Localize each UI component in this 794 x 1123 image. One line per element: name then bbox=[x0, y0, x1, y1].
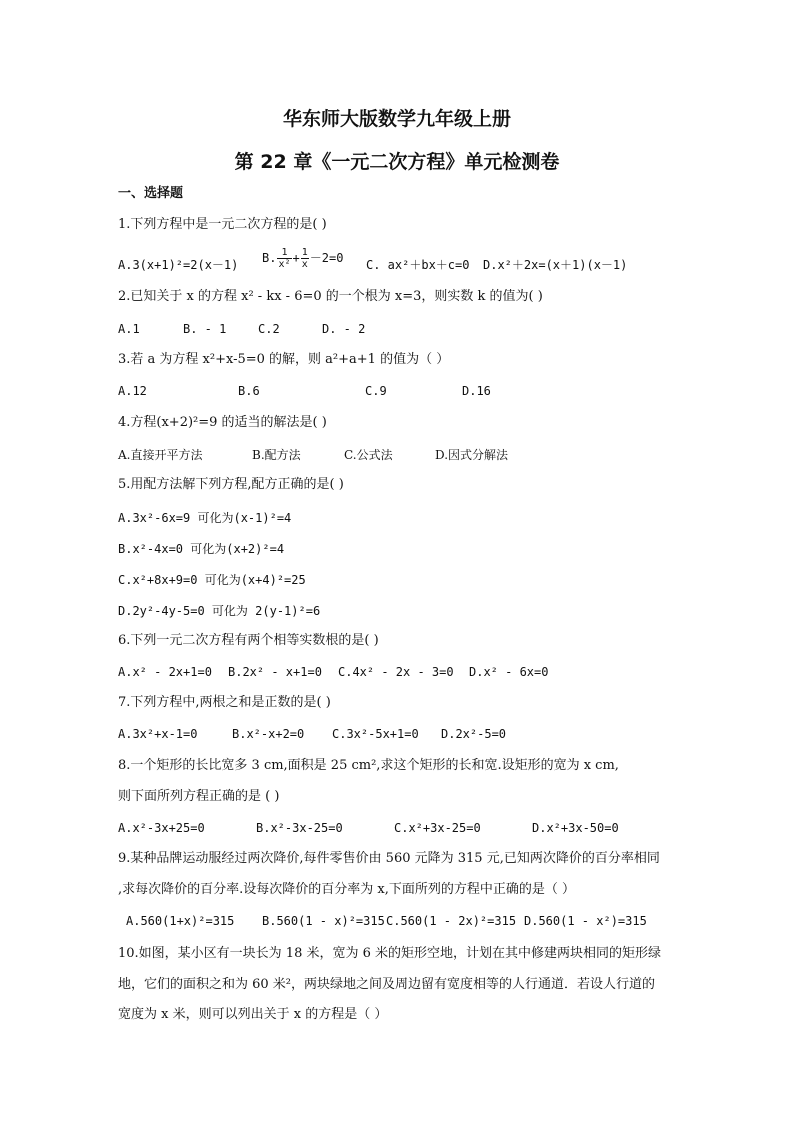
question-2-option-b: B. - 1 bbox=[183, 322, 227, 336]
question-8-option-b: B.x²-3x-25=0 bbox=[256, 821, 343, 835]
question-1-option-d: D.x²＋2x=(x＋1)(x－1) bbox=[483, 258, 628, 272]
question-3-option-b: B.6 bbox=[238, 384, 260, 398]
fraction-1-numerator: 1 bbox=[277, 247, 291, 259]
question-4-option-a: A.直接开平方法 bbox=[118, 448, 203, 462]
question-6-option-c: C.4x² - 2x - 3=0 bbox=[338, 665, 454, 679]
question-8-option-d: D.x²+3x-50=0 bbox=[532, 821, 619, 835]
question-1-option-b-plus: + bbox=[292, 251, 300, 265]
question-6-option-a: A.x² - 2x+1=0 bbox=[118, 665, 212, 679]
question-10-line-1: 10.如图，某小区有一块长为 18 米，宽为 6 米的矩形空地，计划在其中修建两块相同的矩形绿 bbox=[118, 946, 662, 961]
question-10-line-2: 地，它们的面积之和为 60 米²，两块绿地之间及周边留有宽度相等的人行通道．若设人行道的 bbox=[118, 977, 656, 992]
fraction-1 bbox=[277, 247, 291, 270]
question-3-option-d: D.16 bbox=[462, 384, 491, 398]
question-6-stem: 6.下列一元二次方程有两个相等实数根的是( ) bbox=[118, 633, 379, 648]
question-8-stem-line-1: 8.一个矩形的长比宽多 3 cm,面积是 25 cm²,求这个矩形的长和宽.设矩形的宽为 x cm, bbox=[118, 758, 619, 773]
question-9-stem-line-1: 9.某种品牌运动服经过两次降价,每件零售价由 560 元降为 315 元,已知两次降价的百分率相同 bbox=[118, 851, 660, 866]
question-8-stem-line-2: 则下面所列方程正确的是 ( ) bbox=[118, 789, 280, 804]
question-5-option-b: B.x²-4x=0 可化为(x+2)²=4 bbox=[118, 542, 285, 556]
fraction-2-numerator: 1 bbox=[301, 247, 308, 258]
question-3-option-c: C.9 bbox=[365, 384, 387, 398]
question-8-option-a: A.x²-3x+25=0 bbox=[118, 821, 205, 835]
fraction-2-denominator: x bbox=[301, 259, 308, 270]
question-6-option-d: D.x² - 6x=0 bbox=[469, 665, 549, 679]
question-4-option-d: D.因式分解法 bbox=[435, 448, 509, 462]
question-5-option-d: D.2y²-4y-5=0 可化为 2(y-1)²=6 bbox=[118, 604, 321, 618]
question-1-stem: 1.下列方程中是一元二次方程的是( ) bbox=[118, 217, 327, 232]
question-1-option-b-suffix: －2=0 bbox=[309, 251, 344, 265]
question-7-option-d: D.2x²-5=0 bbox=[441, 727, 507, 741]
question-7-option-b: B.x²-x+2=0 bbox=[232, 727, 305, 741]
question-7-option-a: A.3x²+x-1=0 bbox=[118, 727, 198, 741]
question-5-option-c: C.x²+8x+9=0 可化为(x+4)²=25 bbox=[118, 573, 306, 587]
question-4-option-c: C.公式法 bbox=[344, 448, 393, 462]
question-1-option-b bbox=[262, 247, 343, 270]
question-4-stem: 4.方程(x+2)²=9 的适当的解法是( ) bbox=[118, 415, 327, 430]
question-7-stem: 7.下列方程中,两根之和是正数的是( ) bbox=[118, 695, 331, 710]
question-1-option-b-prefix: B. bbox=[262, 251, 277, 265]
question-3-stem: 3.若 a 为方程 x²+x-5=0 的解，则 a²+a+1 的值为（ ） bbox=[118, 352, 450, 367]
question-9-option-d: D.560(1 - x²)=315 bbox=[524, 914, 647, 928]
question-2-option-a: A.1 bbox=[118, 322, 140, 336]
question-1-option-c: C. ax²＋bx＋c=0 bbox=[366, 258, 470, 272]
question-9-option-b: B.560(1 - x)²=315 bbox=[262, 914, 385, 928]
question-6-option-b: B.2x² - x+1=0 bbox=[228, 665, 322, 679]
page-subtitle: 第 22 章《一元二次方程》单元检测卷 bbox=[234, 151, 560, 173]
question-5-option-a: A.3x²-6x=9 可化为(x-1)²=4 bbox=[118, 511, 292, 525]
question-9-stem-line-2: ,求每次降价的百分率.设每次降价的百分率为 x,下面所列的方程中正确的是（ ） bbox=[118, 882, 575, 897]
question-5-stem: 5.用配方法解下列方程,配方正确的是( ) bbox=[118, 477, 344, 492]
section-heading: 一、选择题 bbox=[118, 186, 184, 201]
question-10-line-3: 宽度为 x 米，则可以列出关于 x 的方程是（ ） bbox=[118, 1007, 388, 1022]
question-3-option-a: A.12 bbox=[118, 384, 147, 398]
question-2-option-d: D. - 2 bbox=[322, 322, 366, 336]
question-2-stem: 2.已知关于 x 的方程 x² - kx - 6=0 的一个根为 x=3，则实数 k 的值为( ) bbox=[118, 289, 543, 304]
question-2-option-c: C.2 bbox=[258, 322, 280, 336]
question-7-option-c: C.3x²-5x+1=0 bbox=[332, 727, 419, 741]
question-8-option-c: C.x²+3x-25=0 bbox=[394, 821, 481, 835]
question-1-option-a: A.3(x+1)²=2(x－1) bbox=[118, 258, 239, 272]
question-9-option-c: C.560(1 - 2x)²=315 bbox=[386, 914, 517, 928]
page-title: 华东师大版数学九年级上册 bbox=[282, 108, 511, 130]
fraction-1-denominator: x² bbox=[278, 259, 291, 270]
question-9-option-a: A.560(1+x)²=315 bbox=[126, 914, 235, 928]
fraction-2 bbox=[301, 247, 309, 270]
question-4-option-b: B.配方法 bbox=[252, 448, 301, 462]
